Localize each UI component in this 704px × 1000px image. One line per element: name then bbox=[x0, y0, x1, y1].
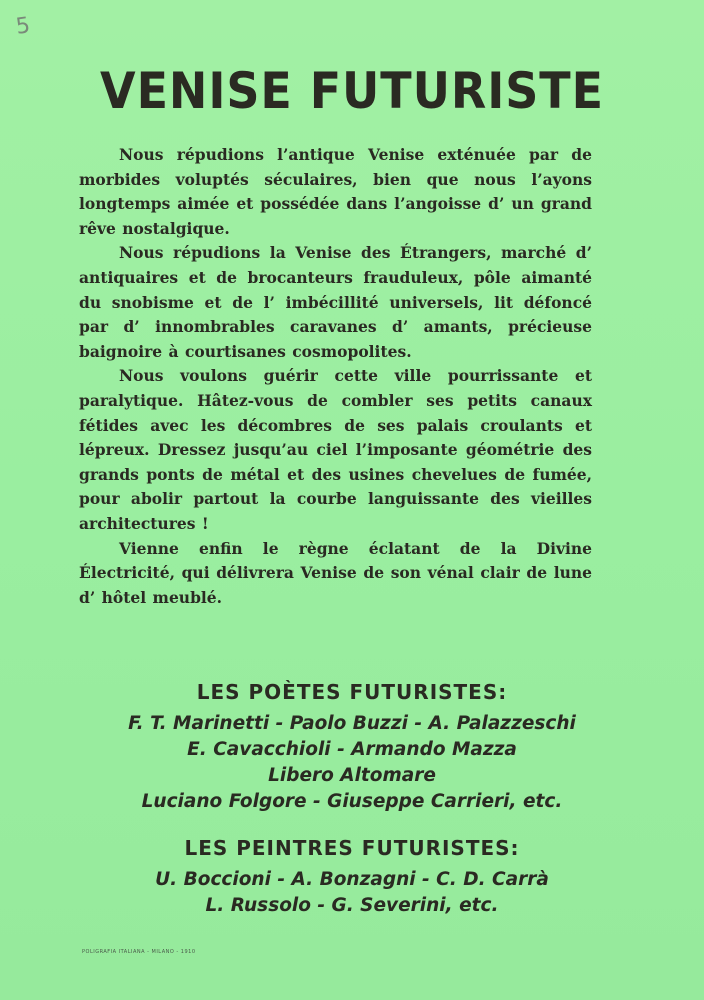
painters-names bbox=[0, 867, 704, 919]
poets-heading: LES POÈTES FUTURISTES: bbox=[196, 680, 508, 704]
paragraph-2: Nous répudions la Venise des Étrangers, marché d’ antiquaires et de brocanteurs frauduleux, pôle aimanté du snobisme et de l’ imbécillité universels, lit défoncé par d’ innombrables caravanes d’ amants, précieuse baignoire à courtisanes cosmopolites. bbox=[79, 243, 592, 361]
paragraph-1: Nous répudions l’antique Venise exténuée par de morbides voluptés séculaires, bien que nous l’ayons longtemps aimée et possédée dans l’angoisse d’ un grand rêve nostalgique. bbox=[79, 145, 592, 238]
poets-line-2: E. Cavacchioli - Armando Mazza bbox=[187, 739, 517, 760]
printer-imprint: POLIGRAFIA ITALIANA - MILANO - 1910 bbox=[82, 949, 196, 955]
poets-names bbox=[0, 711, 704, 815]
pencil-page-number: 5 bbox=[14, 13, 32, 40]
painters-heading: LES PEINTRES FUTURISTES: bbox=[184, 836, 520, 860]
painters-line-1: U. Boccioni - A. Bonzagni - C. D. Carrà bbox=[155, 869, 549, 890]
page-title: VENISE FUTURISTE bbox=[100, 62, 604, 120]
paragraph-3: Nous voulons guérir cette ville pourrissante et paralytique. Hâtez-vous de combler ses petits canaux fétides avec les décombres de ses palais croulants et lépreux. Dressez jusqu’au ciel l’imposante géométrie des grands ponts de métal et des usines chevelues de fumée, pour abolir partout la courbe languissante des vieilles architectures ! bbox=[79, 366, 592, 533]
poets-line-1: F. T. Marinetti - Paolo Buzzi - A. Palazzeschi bbox=[128, 713, 576, 734]
painters-line-2: L. Russolo - G. Severini, etc. bbox=[205, 895, 499, 916]
poets-line-4: Luciano Folgore - Giuseppe Carrieri, etc. bbox=[141, 791, 563, 812]
manifesto-text bbox=[79, 143, 592, 610]
paragraph-4: Vienne enfin le règne éclatant de la Divine Électricité, qui délivrera Venise de son vénal clair de lune d’ hôtel meublé. bbox=[79, 538, 592, 607]
poets-line-3: Libero Altomare bbox=[268, 765, 436, 786]
